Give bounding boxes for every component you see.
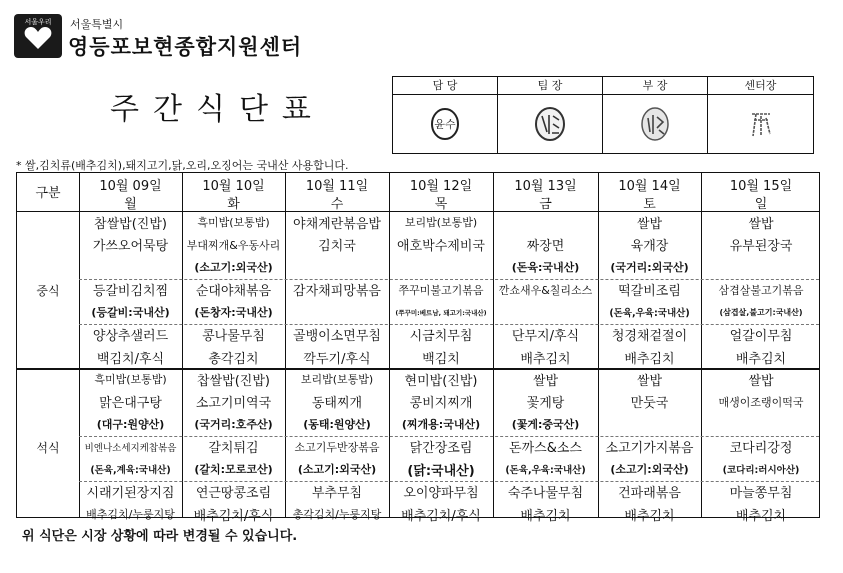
origin-label: (코다리:러시아산): [722, 465, 800, 477]
menu-item: 육개장: [630, 239, 669, 255]
day-weekday: 목: [434, 197, 448, 212]
menu-item: 건파래볶음: [618, 486, 681, 502]
menu-item: 보리밥(보통밥): [404, 216, 478, 230]
menu-item: 흑미밥(보통밥): [94, 373, 167, 387]
weekly-menu-table: [16, 172, 820, 524]
menu-item: 쌀밥: [532, 373, 559, 389]
menu-item: 배추김치: [520, 351, 571, 367]
menu-item: 꽃게탕: [526, 396, 565, 412]
menu-item: 배추김치: [624, 508, 675, 524]
menu-item: 보리밥(보통밥): [300, 373, 374, 387]
page-title: 주간식단표: [110, 92, 325, 127]
menu-item: 깐쇼새우&칠리소스: [498, 283, 593, 297]
origin-label: (닭:국내산): [407, 463, 475, 479]
origin-label: (삼겹살,불고기:국내산): [719, 307, 803, 317]
menu-item: 청경채겉절이: [611, 329, 688, 345]
menu-item: 코다리강정: [729, 441, 793, 457]
menu-item: 오이양파무침: [403, 486, 479, 502]
day-date: 10월 10일: [202, 179, 265, 194]
footer-note: 위 식단은 시장 상황에 따라 변경될 수 있습니다.: [22, 529, 298, 544]
menu-item: 배추김치/후식: [193, 508, 274, 524]
menu-item: 콩비지찌개: [409, 396, 473, 412]
menu-item: 찹쌀밥(진밥): [197, 373, 270, 389]
menu-item: 짜장면: [526, 239, 565, 255]
origin-label: (국거리:외국산): [610, 261, 689, 275]
day-weekday: 일: [754, 197, 768, 212]
menu-item: 떡갈비조림: [618, 284, 681, 300]
origin-notice: * 쌀,김치류(배추김치),돼지고기,닭,오리,오징어는 국내산 사용합니다.: [16, 159, 349, 172]
menu-item: 양상추샐러드: [92, 329, 169, 345]
menu-item: 쌀밥: [636, 216, 663, 232]
menu-item: 숙주나물무침: [507, 486, 584, 502]
menu-item: 김치국: [318, 239, 356, 255]
menu-item: 마늘쫑무침: [729, 486, 793, 502]
approval-stamp-manager: [603, 95, 708, 153]
menu-item: 배추김치: [735, 508, 787, 524]
origin-label: (동태:원양산): [303, 418, 371, 432]
origin-label: (소고기:외국산): [610, 463, 689, 477]
origin-label: (쭈꾸미:베트남, 돼고기:국내산): [395, 308, 487, 317]
origin-label: (돈창자:국내산): [194, 306, 273, 320]
menu-item: 배추김치/후식: [401, 508, 481, 524]
origin-label: (돈육,우육:국내산): [505, 465, 586, 477]
menu-item: 배추김치/누룽지탕: [86, 508, 175, 522]
menu-item: 얼갈이무침: [729, 329, 793, 345]
approval-box: [392, 76, 814, 154]
approval-stamp-staff: [393, 95, 498, 153]
seal-stamp-icon: [428, 106, 462, 142]
menu-item: 현미밥(진밥): [404, 373, 478, 389]
menu-item: 만둣국: [630, 396, 669, 412]
seal-stamp-icon: [638, 106, 672, 142]
approval-stamp-team-lead: [498, 95, 603, 153]
approval-label-manager: 부 장: [603, 77, 708, 95]
corner-label: 구분: [35, 186, 61, 201]
origin-label: (등갈비:국내산): [91, 306, 170, 320]
org-city: 서울특별시: [70, 18, 124, 31]
approval-label-team-lead: 팀 장: [498, 77, 603, 95]
origin-label: (꽃게:중국산): [511, 418, 580, 432]
menu-item: 백김치: [422, 351, 460, 367]
day-date: 10월 09일: [99, 179, 162, 194]
menu-item: 닭간장조림: [409, 441, 473, 457]
menu-item: 유부된장국: [729, 239, 793, 255]
menu-item: 감자채피망볶음: [293, 284, 381, 300]
day-weekday: 수: [330, 197, 344, 212]
menu-item: 애호박수제비국: [397, 239, 485, 255]
day-weekday: 토: [643, 197, 656, 212]
svg-text:윤수: 윤수: [434, 118, 456, 131]
seal-stamp-icon: [533, 106, 567, 142]
menu-item: 콩나물무침: [202, 329, 265, 345]
center-logo: [14, 14, 62, 58]
meal-label: 중식: [36, 283, 60, 298]
org-name: 영등포보현종합지원센터: [68, 35, 303, 59]
menu-item: 삼겹살불고기볶음: [718, 283, 804, 297]
approval-label-director: 센터장: [708, 77, 813, 95]
menu-item: 갈치튀김: [208, 441, 259, 457]
menu-item: 쌀밥: [636, 373, 663, 389]
menu-item: 골뱅이소면무침: [293, 329, 381, 345]
menu-item: 동태찌개: [311, 396, 363, 412]
menu-item: 총각김치: [208, 351, 259, 367]
day-date: 10월 12일: [409, 179, 473, 194]
menu-item: 시래기된장지짐: [86, 486, 175, 502]
day-weekday: 화: [227, 197, 240, 212]
day-date: 10월 15일: [729, 179, 793, 194]
menu-item: 단무지/후식: [511, 329, 580, 345]
day-date: 10월 11일: [305, 179, 369, 194]
menu-item: 연근땅콩조림: [195, 486, 272, 502]
origin-label: (찌개용:국내산): [401, 418, 481, 432]
menu-item: 매생이조랭이떡국: [718, 395, 804, 409]
menu-item: 배추김치: [520, 508, 571, 524]
menu-item: 쌀밥: [748, 216, 774, 232]
day-weekday: 월: [124, 197, 137, 212]
menu-item: 야채계란볶음밥: [293, 216, 381, 232]
origin-label: (국거리:호주산): [194, 418, 273, 432]
menu-item: 순대야채볶음: [195, 284, 272, 300]
origin-label: (돈육,계육:국내산): [90, 465, 171, 477]
menu-item: 가쓰오어묵탕: [92, 239, 169, 255]
menu-item: 맑은대구탕: [99, 396, 162, 412]
menu-item: 시금치무침: [409, 329, 473, 345]
menu-item: 소고기두반장볶음: [294, 440, 380, 454]
menu-item: 배추김치: [735, 351, 787, 367]
menu-item: 배추김치: [624, 351, 675, 367]
menu-item: 소고기미역국: [195, 396, 272, 412]
origin-label: (소고기:외국산): [194, 261, 273, 275]
menu-item: 돈까스&소스: [509, 441, 582, 457]
menu-item: 흑미밥(보통밥): [197, 216, 270, 230]
menu-item: 등갈비김치찜: [92, 284, 169, 300]
origin-label: (돈육,우육:국내산): [609, 308, 690, 320]
logo-text: 서울우리: [24, 18, 52, 26]
day-date: 10월 13일: [514, 179, 577, 194]
menu-item: 부대찌개&우동사리: [186, 238, 281, 252]
origin-label: (돈육:국내산): [511, 261, 580, 275]
approval-stamp-director: [708, 95, 813, 153]
heart-icon: [24, 26, 52, 50]
origin-label: (소고기:외국산): [297, 463, 377, 477]
menu-item: 쌀밥: [748, 373, 774, 389]
meal-label: 석식: [36, 440, 60, 455]
menu-item: 총각김치/누룽지탕: [292, 508, 382, 522]
menu-item: 비엔나소세지케찹볶음: [84, 442, 177, 454]
menu-item: 깍두기/후식: [303, 351, 371, 367]
day-date: 10월 14일: [618, 179, 681, 194]
menu-item: 백김치/후식: [96, 351, 165, 367]
menu-item: 참쌀밥(진밥): [94, 216, 167, 232]
menu-item: 소고기가지볶음: [605, 441, 694, 457]
menu-item: 부추무침: [311, 486, 363, 502]
origin-label: (갈치:모로코산): [194, 463, 273, 477]
approval-label-staff: 담 당: [393, 77, 498, 95]
seal-stamp-icon: [744, 106, 778, 142]
origin-label: (대구:원양산): [96, 418, 165, 432]
day-weekday: 금: [539, 197, 552, 212]
menu-item: 쭈꾸미불고기볶음: [398, 283, 484, 297]
